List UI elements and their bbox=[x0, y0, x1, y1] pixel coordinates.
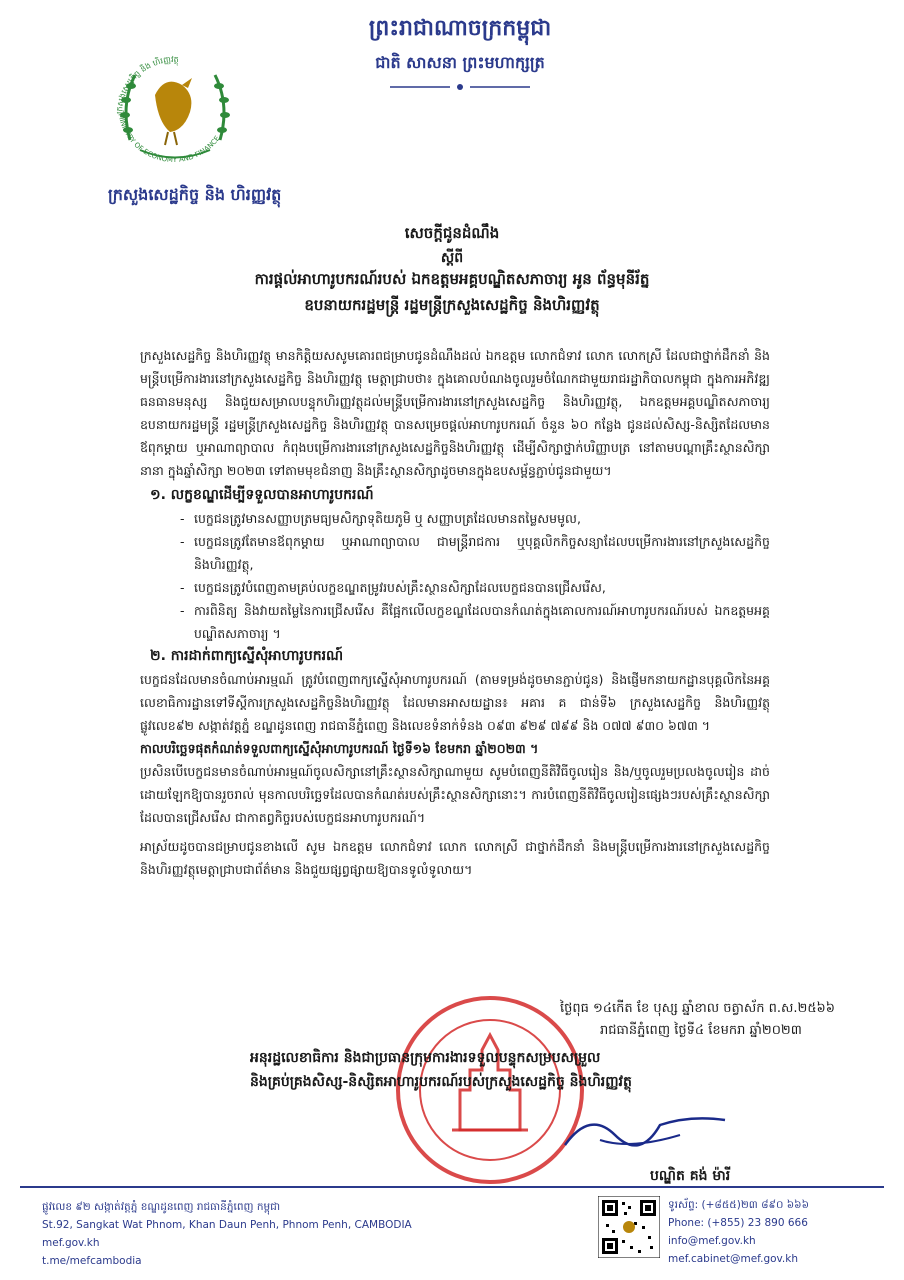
footer-contact bbox=[668, 1196, 809, 1268]
deadline-paragraph: កាលបរិច្ឆេទផុតកំណត់ទទួលពាក្យស្នើសុំអាហារូបករណ៍ ថ្ងៃទី១៦ ខែមករា ឆ្នាំ២០២៣ ។ bbox=[140, 741, 539, 756]
section-1-list bbox=[180, 507, 770, 645]
phone-en: Phone: (+855) 23 890 666 bbox=[668, 1217, 808, 1229]
logo-ring-text bbox=[106, 36, 242, 172]
ornament-divider bbox=[380, 82, 540, 92]
enrollment-paragraph: ប្រសិនបើបេក្ខជនមានចំណាប់អារម្មណ៍ចូលសិក្សានៅគ្រឹះស្ថានសិក្សាណាមួយ សូមបំពេញនីតិវិធីចូលរៀន និង/ឬចូលរួមប្រលងចូលរៀន ដាច់ដោយឡែកឱ្យបានរួចរាល់ មុនកាលបរិច្ឆេទដែលបានកំណត់របស់គ្រឹះស្ថានសិក្សានោះ។ ការបំពេញនីតិវិធីចូលរៀនផ្សេងៗរបស់គ្រឹះស្ថានសិក្សាដែលបានជ្រើសរើស ជាកាតព្វកិច្ចរបស់បេក្ខជនអាហារូបករណ៍។ bbox=[140, 764, 770, 825]
section-2-heading: ២. ការដាក់ពាក្យស្នើសុំអាហារូបករណ៍ bbox=[150, 648, 344, 664]
signatory-name: បណ្ឌិត គង់ ម៉ារី bbox=[650, 1168, 731, 1184]
section-2-paragraph: បេក្ខជនដែលមានចំណាប់អារម្មណ៍ ត្រូវបំពេញពាក្យស្នើសុំអាហារូបករណ៍ (តាមទម្រង់ដូចមានភ្ជាប់ជូន) និងផ្ញើមកនាយកដ្ឋានបុគ្គលិកនៃអគ្គលេខាធិការដ្ឋានទៅទីស្តីការក្រសួងសេដ្ឋកិច្ចនិងហិរញ្ញវត្ថុ ដែលមានអាសយដ្ឋាន៖ អគារ គ ជាន់ទី៦ ក្រសួងសេដ្ឋកិច្ច និងហិរញ្ញវត្ថុ ផ្លូវលេខ៩២ សង្កាត់វត្តភ្នំ ខណ្ឌដូនពេញ រាជធានីភ្នំពេញ និងលេខទំនាក់ទំនង ០៩៣ ៩២៩ ៧៩៩ និង ០៧៧ ៩៣០ ៦៧៣ ។ bbox=[140, 672, 770, 733]
kingdom-heading: ព្រះរាជាណាចក្រកម្ពុជា bbox=[368, 16, 552, 41]
list-item: - បេក្ខជនត្រូវបំពេញតាមគ្រប់លក្ខខណ្ឌតម្រូវរបស់គ្រឹះស្ថានសិក្សាដែលបេក្ខជនបានជ្រើសរើស, bbox=[180, 576, 770, 599]
closing-paragraph: អាស្រ័យដូចបានជម្រាបជូនខាងលើ សូម ឯកឧត្តម លោកជំទាវ លោក លោកស្រី ជាថ្នាក់ដឹកនាំ និងមន្ត្រីបម្រើការងារនៅក្រសួងសេដ្ឋកិច្ចនិងហិរញ្ញវត្ថុមេត្តាជ្រាបជាព័ត៌មាន និងជួយផ្សព្វផ្សាយឱ្យបានទូលំទូលាយ។ bbox=[140, 839, 770, 877]
signatory-title-2: និងគ្រប់គ្រងសិស្ស-និស្សិតអាហារូបករណ៍របស់ក្រសួងសេដ្ឋកិច្ច និងហិរញ្ញវត្ថុ bbox=[250, 1074, 632, 1090]
document-title: សេចក្តីជូនដំណឹង bbox=[404, 224, 500, 242]
ministry-name: ក្រសួងសេដ្ឋកិច្ច និង ហិរញ្ញវត្ថុ bbox=[108, 185, 282, 204]
issue-date: រាជធានីភ្នំពេញ ថ្ងៃទី៤ ខែមករា ឆ្នាំ២០២៣ bbox=[600, 1023, 802, 1038]
signature bbox=[560, 1105, 730, 1155]
title-subject-office: ឧបនាយករដ្ឋមន្ត្រី រដ្ឋមន្ត្រីក្រសួងសេដ្ឋកិច្ច និងហិរញ្ញវត្ថុ bbox=[304, 296, 600, 314]
qr-code[interactable] bbox=[598, 1196, 660, 1258]
email-cabinet[interactable]: mef.cabinet@mef.gov.kh bbox=[668, 1253, 798, 1265]
title-subject: ការផ្តល់អាហារូបករណ៍របស់ ឯកឧត្តមអគ្គបណ្ឌិតសភាចារ្យ អូន ព័ន្ធមុនីរ័ត្ន bbox=[254, 270, 650, 288]
footer-divider bbox=[20, 1186, 884, 1188]
title-subject-label: ស្តីពី bbox=[440, 250, 464, 266]
lunar-date: ថ្ងៃពុធ ១៤កើត ខែ បុស្ស ឆ្នាំខាល ចត្វាស័ក ព.ស.២៥៦៦ bbox=[560, 1001, 835, 1016]
list-item: - បេក្ខជនត្រូវមានសញ្ញាបត្រមធ្យមសិក្សាទុតិយភូមិ ឬ សញ្ញាបត្រដែលមានតម្លៃសមមូល, bbox=[180, 507, 770, 530]
list-item: - បេក្ខជនត្រូវតែមានឪពុកម្តាយ ឬអាណាព្យាបាល ជាមន្ត្រីរាជការ ឬបុគ្គលិកកិច្ចសន្យាដែលបម្រើការងារនៅក្រសួងសេដ្ឋកិច្ច និងហិរញ្ញវត្ថុ, bbox=[180, 530, 770, 576]
telegram-link[interactable]: t.me/mefcambodia bbox=[42, 1255, 142, 1267]
list-item: - ការពិនិត្យ និងវាយតម្លៃនៃការជ្រើសរើស គឺផ្អែកលើលក្ខខណ្ឌដែលបានកំណត់ក្នុងគោលការណ៍អាហារូបករណ៍របស់ ឯកឧត្តមអគ្គបណ្ឌិតសភាចារ្យ ។ bbox=[180, 599, 770, 645]
address-kh: ផ្លូវលេខ ៩២ សង្កាត់វត្តភ្នំ ខណ្ឌដូនពេញ រាជធានីភ្នំពេញ កម្ពុជា bbox=[42, 1201, 281, 1213]
svg-text:MINISTRY OF ECONOMY AND FINANC: MINISTRY OF ECONOMY AND FINANCE bbox=[116, 112, 222, 165]
footer-address bbox=[42, 1198, 412, 1270]
website-link[interactable]: mef.gov.kh bbox=[42, 1237, 100, 1249]
document-body bbox=[140, 344, 770, 881]
intro-paragraph: ក្រសួងសេដ្ឋកិច្ច និងហិរញ្ញវត្ថុ មានកិត្តិយសសូមគោរពជម្រាបជូនដំណឹងដល់ ឯកឧត្តម លោកជំទាវ លោក លោកស្រី ដែលជាថ្នាក់ដឹកនាំ និងមន្ត្រីបម្រើការងារនៅក្រសួងសេដ្ឋកិច្ច និងហិរញ្ញវត្ថុ មេត្តាជ្រាបថា៖ ក្នុងគោលបំណងចូលរួមចំណែកជាមួយរាជរដ្ឋាភិបាលកម្ពុជា ក្នុងការអភិវឌ្ឍធនធានមនុស្ស និងជួយសម្រាលបន្ទុកហិរញ្ញវត្ថុដល់មន្ត្រីបម្រើការងារនៅក្រសួងសេដ្ឋកិច្ច និងហិរញ្ញវត្ថុ, ឯកឧត្តមអគ្គបណ្ឌិតសភាចារ្យ ឧបនាយករដ្ឋមន្ត្រី រដ្ឋមន្ត្រីក្រសួងសេដ្ឋកិច្ច និងហិរញ្ញវត្ថុ បានសម្រេចផ្តល់អាហារូបករណ៍ ចំនួន ៦០ កន្លែង ជូនដល់សិស្ស-និស្សិតដែលមានឪពុកម្តាយ ឬអាណាព្យាបាល កំពុងបម្រើការងារនៅក្រសួងសេដ្ឋកិច្ចនិងហិរញ្ញវត្ថុ ដើម្បីសិក្សាថ្នាក់បរិញ្ញាបត្រ នៅតាមបណ្តាគ្រឹះស្ថានសិក្សានានា ក្នុងឆ្នាំសិក្សា ២០២៣ ទៅតាមមុខជំនាញ និងគ្រឹះស្ថានសិក្សាដូចមានក្នុងឧបសម្ព័ន្ធភ្ជាប់ជូនជាមួយ។ bbox=[140, 348, 770, 478]
svg-text:ក្រសួងសេដ្ឋកិច្ច និង ហិរញ្ញវត្: ក្រសួងសេដ្ឋកិច្ច និង ហិរញ្ញវត្ថុ bbox=[114, 54, 179, 115]
address-en: St.92, Sangkat Wat Phnom, Khan Daun Penh, Phnom Penh, CAMBODIA bbox=[42, 1219, 412, 1231]
signatory-title-1: អនុរដ្ឋលេខាធិការ និងជាប្រធានក្រុមការងារទទួលបន្ទុកសម្របសម្រួល bbox=[250, 1050, 601, 1066]
section-1-heading: ១. លក្ខខណ្ឌដើម្បីទទួលបានអាហារូបករណ៍ bbox=[150, 487, 374, 503]
phone-kh: ទូរស័ព្ទ: (+៨៥៥)២៣ ៨៩០ ៦៦៦ bbox=[668, 1199, 810, 1211]
email-info[interactable]: info@mef.gov.kh bbox=[668, 1235, 756, 1247]
motto: ជាតិ សាសនា ព្រះមហាក្សត្រ bbox=[375, 53, 545, 72]
